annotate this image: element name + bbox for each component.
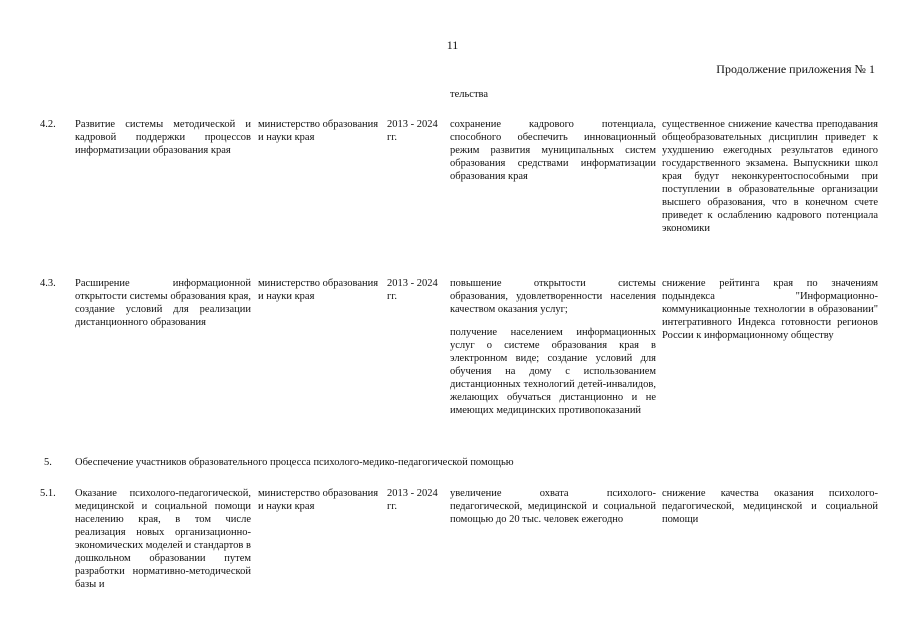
executor-cell: министерство образования и науки края <box>258 119 379 143</box>
result-paragraph: повышение открытости системы образования, удовлетворенности населения качеством оказания услуг; <box>450 278 656 315</box>
activity-cell: Расширение информационной открытости системы образования края, создание условий для реализации дистанционного образования <box>75 278 251 328</box>
term-cell: 2013 - 2024 гг. <box>387 488 438 512</box>
consequence-cell: снижение рейтинга края по значениям подындекса "Информационно-коммуникационные технологии в образовании" интегративного Индекса готовности регионов России к информационному обществу <box>662 278 878 341</box>
page-number: 11 <box>446 38 459 52</box>
term-cell: 2013 - 2024 гг. <box>387 278 438 302</box>
activity-cell: Развитие системы методической и кадровой поддержки процессов информатизации образования края <box>75 119 251 156</box>
text-fragment: тельства <box>450 89 489 100</box>
result-paragraph: увеличение охвата психолого-педагогической, медицинской и социальной помощью до 20 тыс. человек ежегодно <box>450 488 656 525</box>
row-number: 4.2. <box>40 119 56 130</box>
activity-cell: Оказание психолого-педагогической, медицинской и социальной помощи населению края, в том числе реализация новых организационно-экономических моделей и стандартов в дошкольном образовании путем разработки нормативно-методической базы и <box>75 488 251 590</box>
row-number: 5.1. <box>40 488 56 499</box>
term-cell: 2013 - 2024 гг. <box>387 119 438 143</box>
executor-cell: министерство образования и науки края <box>258 488 379 512</box>
result-paragraph: сохранение кадрового потенциала, способного обеспечить инновационный режим развития муниципальных систем образования средствами информатизации образования края <box>450 119 656 182</box>
row-number: 4.3. <box>40 278 56 289</box>
result-cell <box>450 487 656 526</box>
continuation-label: Продолжение приложения № 1 <box>716 62 875 76</box>
section-title: Обеспечение участников образовательного процесса психолого-медико-педагогической помощью <box>75 457 514 468</box>
result-cell <box>450 277 656 417</box>
section-number: 5. <box>44 457 52 468</box>
result-cell <box>450 118 656 183</box>
result-paragraph: получение населением информационных услуг о системе образования края в электронном виде; создание условий для обучения на дому с использованием дистанционных технологий детей-инвалидов, желающих обучаться дистанционно и не имеющих медицинских противопоказаний <box>450 327 656 416</box>
executor-cell: министерство образования и науки края <box>258 278 379 302</box>
consequence-cell: снижение качества оказания психолого-педагогической, медицинской и социальной помощи <box>662 488 878 525</box>
consequence-cell: существенное снижение качества преподавания общеобразовательных дисциплин приведет к ухудшению ежегодных результатов единого государственного экзамена. Выпускники школ края будут неконкурентоспособными при поступлении в образовательные организации высшего образования, что в конечном счете приведет к ослаблению кадрового потенциала экономики <box>662 119 878 234</box>
